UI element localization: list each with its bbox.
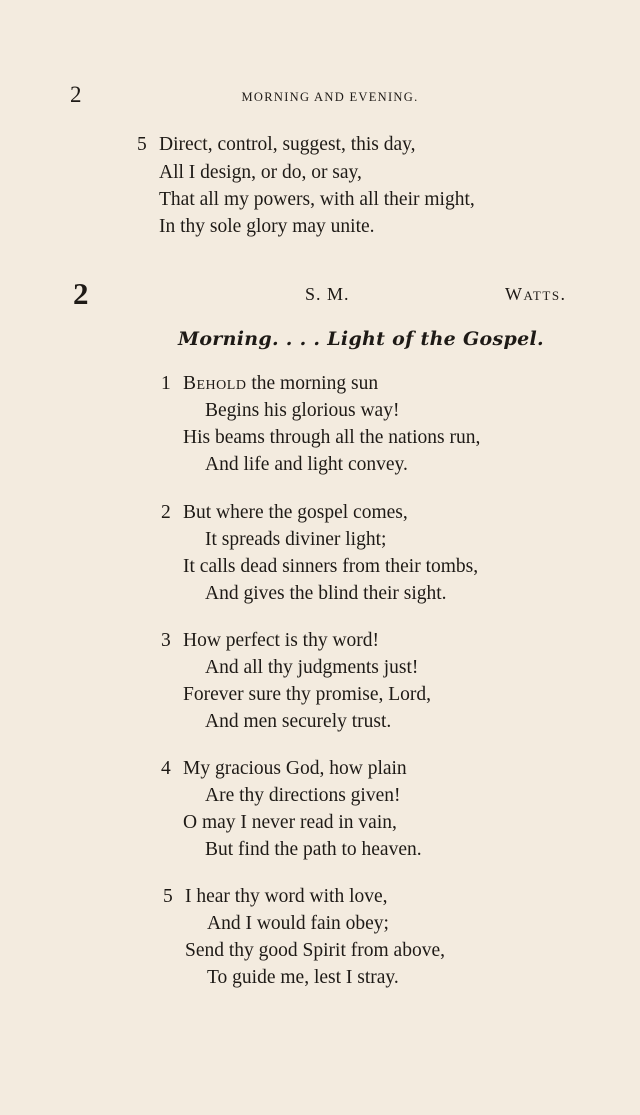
verse-line: Are thy directions given! bbox=[205, 785, 401, 806]
hymn-number: 2 bbox=[73, 276, 89, 311]
verse-line: Forever sure thy promise, Lord, bbox=[183, 684, 432, 705]
stanza-number: 2 bbox=[161, 502, 171, 523]
hymn-meter: S. M. bbox=[305, 284, 350, 304]
running-header bbox=[0, 84, 640, 108]
verse-line: And men securely trust. bbox=[205, 711, 392, 732]
verse-line: That all my powers, with all their might, bbox=[159, 189, 475, 210]
hymn-subtitle: Morning. . . . Light of the Gospel. bbox=[178, 328, 544, 350]
stanza-number: 3 bbox=[161, 630, 171, 651]
verse-line: In thy sole glory may unite. bbox=[159, 216, 375, 237]
page-number: 2 bbox=[70, 82, 82, 107]
verse-line: Direct, control, suggest, this day, bbox=[159, 134, 416, 155]
verse-line: It calls dead sinners from their tombs, bbox=[183, 556, 479, 577]
verse-line: And gives the blind their sight. bbox=[205, 583, 447, 604]
verse-line: It spreads diviner light; bbox=[205, 529, 387, 550]
verse-line: And I would fain obey; bbox=[207, 913, 389, 934]
verse-line: And all thy judgments just! bbox=[205, 657, 419, 678]
verse-line: My gracious God, how plain bbox=[183, 758, 407, 779]
verse-line: His beams through all the nations run, bbox=[183, 427, 481, 448]
verse-line: O may I never read in vain, bbox=[183, 812, 397, 833]
stanza-number: 4 bbox=[161, 758, 171, 779]
verse-line: Send thy good Spirit from above, bbox=[185, 940, 445, 961]
verse-line: How perfect is thy word! bbox=[183, 630, 380, 651]
running-title: MORNING AND EVENING. bbox=[241, 90, 419, 104]
verse-line: I hear thy word with love, bbox=[185, 886, 388, 907]
verse-line: Behold the morning sun bbox=[183, 373, 379, 394]
verse-line: To guide me, lest I stray. bbox=[207, 967, 399, 988]
verse-line: But find the path to heaven. bbox=[205, 839, 422, 860]
hymn-author: Watts. bbox=[505, 284, 567, 304]
verse-line: All I design, or do, or say, bbox=[159, 162, 362, 183]
verse-line: But where the gospel comes, bbox=[183, 502, 408, 523]
first-word: Behold bbox=[183, 373, 247, 394]
verse-line: And life and light convey. bbox=[205, 454, 408, 475]
verse-line: Begins his glorious way! bbox=[205, 400, 400, 421]
stanza-number: 5 bbox=[163, 886, 173, 907]
stanza-number: 1 bbox=[161, 373, 171, 394]
stanza-number: 5 bbox=[137, 134, 147, 155]
